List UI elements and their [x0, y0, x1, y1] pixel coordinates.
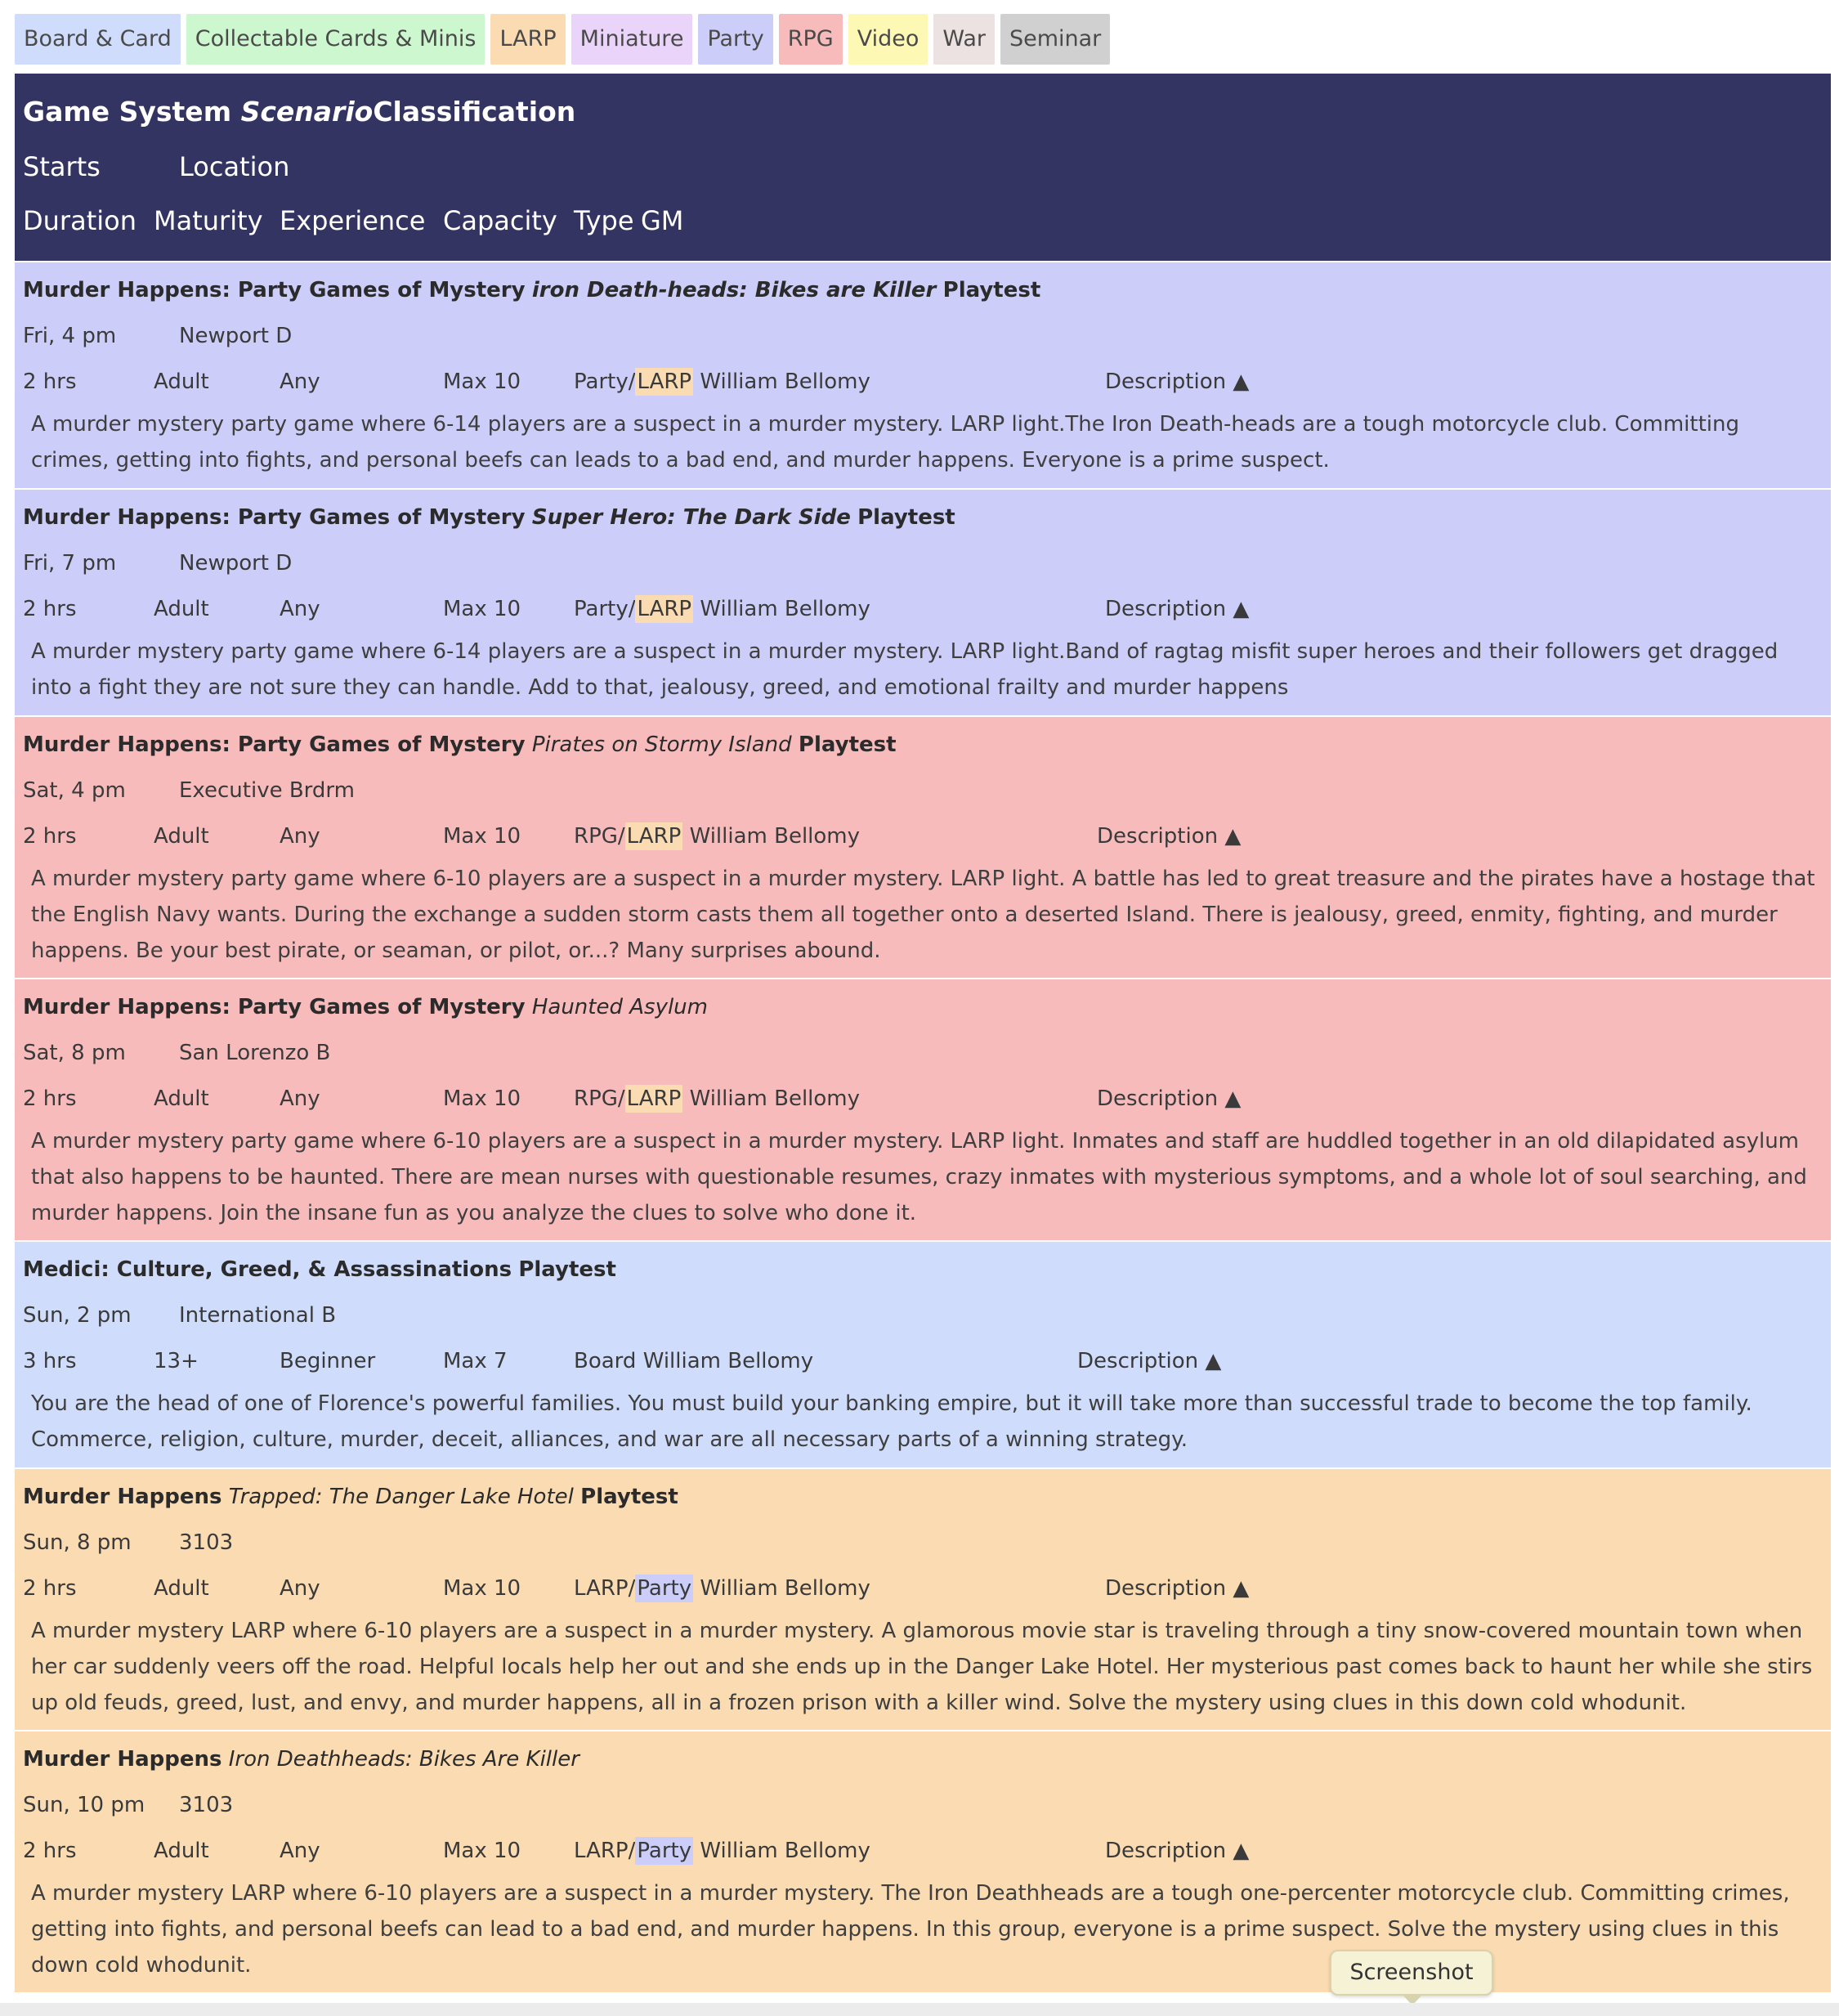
header-gm[interactable]: GM: [641, 205, 684, 236]
event-title: [23, 1481, 678, 1513]
event-location: Newport D: [179, 324, 293, 348]
event-maturity: Adult: [154, 1576, 209, 1601]
event-type: Party/LARP William Bellomy: [574, 370, 870, 394]
event-starts: Sun, 8 pm: [23, 1530, 132, 1555]
filter-chip[interactable]: Collectable Cards & Minis: [186, 14, 485, 65]
filter-chip[interactable]: Video: [848, 14, 928, 65]
event-experience: Beginner: [280, 1349, 376, 1373]
event-scenario: Trapped: The Danger Lake Hotel: [228, 1485, 574, 1509]
header-experience[interactable]: Experience: [280, 205, 426, 236]
event-game-system: Medici: Culture, Greed, & Assassinations: [23, 1257, 512, 1282]
event-game-system: Murder Happens: [23, 1485, 222, 1509]
event-type-secondary: LARP: [626, 824, 682, 849]
header-maturity[interactable]: Maturity: [154, 205, 263, 236]
event-location: Executive Brdrm: [179, 778, 355, 803]
event-duration: 2 hrs: [23, 1839, 77, 1863]
event-game-system: Murder Happens: Party Games of Mystery: [23, 732, 526, 757]
event-game-system: Murder Happens: Party Games of Mystery: [23, 505, 526, 530]
event-title: [23, 991, 708, 1024]
event-row: [15, 1469, 1831, 1732]
event-starts: Fri, 7 pm: [23, 551, 117, 576]
event-row: [15, 262, 1831, 490]
event-experience: Any: [280, 1839, 320, 1863]
filter-chip[interactable]: RPG: [779, 14, 843, 65]
event-title: [23, 1743, 579, 1776]
event-gm: William Bellomy: [700, 1576, 870, 1601]
event-experience: Any: [280, 1576, 320, 1601]
event-type-primary: LARP: [574, 1839, 629, 1863]
event-description: A murder mystery LARP where 6-10 players are a suspect in a murder mystery. The Iron Deathheads are a tough one-percenter motorcycle club. Committing crimes, getting into fights, and personal beefs can lead to a bad end, and murder happens. In this group, everyone is a prime suspect. Solve the mystery using clues in this down cold whodunit.: [31, 1881, 1790, 1978]
header-starts[interactable]: Starts: [23, 151, 101, 182]
event-gm: William Bellomy: [642, 1349, 814, 1373]
event-classification: Playtest: [580, 1485, 678, 1509]
event-type: RPG/LARP William Bellomy: [574, 1086, 861, 1111]
event-starts: Sat, 4 pm: [23, 778, 126, 803]
event-duration: 2 hrs: [23, 824, 77, 849]
event-maturity: Adult: [154, 597, 209, 621]
header-capacity[interactable]: Capacity: [443, 205, 557, 236]
event-duration: 2 hrs: [23, 1086, 77, 1111]
event-type-secondary: LARP: [637, 597, 692, 621]
event-location: 3103: [179, 1793, 234, 1817]
event-maturity: Adult: [154, 1086, 209, 1111]
description-toggle[interactable]: Description ▲: [1105, 597, 1250, 621]
event-type-secondary: LARP: [626, 1086, 682, 1111]
event-description: A murder mystery party game where 6-10 players are a suspect in a murder mystery. LARP light. A battle has led to great treasure and the pirates have a hostage that the English Navy wants. During the exchange a sudden storm casts them all together onto a deserted Island. There is jealousy, greed, enmity, fighting, and murder happens. Be your best pirate, or seaman, or pilot, or...? Many surprises abound.: [31, 867, 1815, 963]
event-title: [23, 501, 955, 534]
schedule-table: [15, 74, 1831, 1994]
event-row: [15, 979, 1831, 1242]
description-toggle[interactable]: Description ▲: [1105, 1576, 1250, 1601]
event-starts: Fri, 4 pm: [23, 324, 117, 348]
event-description: A murder mystery party game where 6-10 players are a suspect in a murder mystery. LARP light. Inmates and staff are huddled together in an old dilapidated asylum that also happens to be haunted. There are mean nurses with questionable resumes, crazy inmates with mysterious symptoms, and a whole lot of soul searching, and murder happens. Join the insane fun as you analyze the clues to solve who done it.: [31, 1129, 1807, 1225]
event-capacity: Max 7: [443, 1349, 508, 1373]
header-classification[interactable]: Classification: [373, 96, 576, 128]
event-title: [23, 1253, 616, 1286]
event-description: A murder mystery party game where 6-14 players are a suspect in a murder mystery. LARP light.Band of ragtag misfit super heroes and their followers get dragged into a fight they are not sure they can handle. Add to that, jealousy, greed, and emotional frailty and murder happens: [31, 639, 1779, 700]
event-location: 3103: [179, 1530, 234, 1555]
event-type-secondary: LARP: [637, 370, 692, 394]
event-classification: Playtest: [798, 732, 897, 757]
event-gm: William Bellomy: [689, 1086, 861, 1111]
event-game-system: Murder Happens: [23, 1747, 222, 1772]
header-duration[interactable]: Duration: [23, 205, 136, 236]
event-capacity: Max 10: [443, 1086, 521, 1111]
event-duration: 2 hrs: [23, 1576, 77, 1601]
header-game-system[interactable]: Game System: [23, 96, 232, 128]
description-toggle[interactable]: Description ▲: [1097, 1086, 1242, 1111]
filter-chip[interactable]: Party: [698, 14, 772, 65]
event-capacity: Max 10: [443, 597, 521, 621]
event-experience: Any: [280, 824, 320, 849]
event-game-system: Murder Happens: Party Games of Mystery: [23, 995, 526, 1019]
event-capacity: Max 10: [443, 1839, 521, 1863]
event-classification: Playtest: [518, 1257, 616, 1282]
event-scenario: Pirates on Stormy Island: [531, 732, 792, 757]
event-scenario: Super Hero: The Dark Side: [531, 505, 851, 530]
event-row: [15, 1242, 1831, 1469]
event-type-primary: RPG: [574, 824, 618, 849]
event-type: Party/LARP William Bellomy: [574, 597, 870, 621]
event-type-primary: RPG: [574, 1086, 618, 1111]
event-location: San Lorenzo B: [179, 1041, 331, 1065]
event-maturity: Adult: [154, 370, 209, 394]
event-description: A murder mystery party game where 6-14 players are a suspect in a murder mystery. LARP light.The Iron Death-heads are a tough motorcycle club. Committing crimes, getting into fights, and personal beefs can leads to a bad end, and murder happens. Everyone is a prime suspect.: [31, 412, 1739, 473]
event-location: Newport D: [179, 551, 293, 576]
event-type: [574, 1345, 813, 1378]
event-type-secondary: Party: [637, 1576, 692, 1601]
event-maturity: Adult: [154, 1839, 209, 1863]
event-gm: William Bellomy: [689, 824, 861, 849]
event-capacity: Max 10: [443, 824, 521, 849]
event-classification: Playtest: [857, 505, 955, 530]
event-type-primary: Party: [574, 597, 629, 621]
event-gm: William Bellomy: [700, 1839, 870, 1863]
event-gm: William Bellomy: [700, 597, 870, 621]
event-duration: 2 hrs: [23, 370, 77, 394]
event-game-system: Murder Happens: Party Games of Mystery: [23, 278, 526, 302]
filter-chip[interactable]: Miniature: [571, 14, 693, 65]
event-row: [15, 490, 1831, 717]
event-title: [23, 274, 1040, 307]
event-description: You are the head of one of Florence's powerful families. You must build your banking empire, but it will take more than successful trade to become the top family. Commerce, religion, culture, murder, deceit, alliances, and war are all necessary parts of a winning strategy.: [31, 1391, 1752, 1452]
event-type-primary: LARP: [574, 1576, 629, 1601]
header-type[interactable]: Type: [574, 205, 634, 236]
event-classification: Playtest: [942, 278, 1041, 302]
filter-chip[interactable]: Seminar: [1000, 14, 1110, 65]
event-maturity: 13+: [154, 1349, 199, 1373]
event-starts: Sun, 2 pm: [23, 1303, 132, 1328]
event-description: A murder mystery LARP where 6-10 players are a suspect in a murder mystery. A glamorous movie star is traveling through a tiny snow-covered mountain town when her car suddenly veers off the road. Helpful locals help her out and she ends up in the Danger Lake Hotel. Her mysterious past comes back to haunt her while she stirs up old feuds, greed, lust, and envy, and murder happens, all in a frozen prison with a killer wind. Solve the mystery using clues in this down cold whodunit.: [31, 1619, 1813, 1715]
description-toggle[interactable]: Description ▲: [1097, 824, 1242, 849]
event-experience: Any: [280, 1086, 320, 1111]
header-row-title: [23, 92, 575, 132]
event-duration: 2 hrs: [23, 597, 77, 621]
filter-chip[interactable]: LARP: [490, 14, 565, 65]
event-row: [15, 717, 1831, 979]
event-type: RPG/LARP William Bellomy: [574, 824, 861, 849]
event-row: [15, 1732, 1831, 1994]
dock-strip: [0, 2003, 1839, 2016]
event-starts: Sun, 10 pm: [23, 1793, 145, 1817]
header-location[interactable]: Location: [179, 151, 290, 182]
event-type-primary: Board: [574, 1349, 637, 1373]
event-location: International B: [179, 1303, 337, 1328]
event-title: [23, 728, 897, 761]
category-filter-bar: [15, 14, 1110, 65]
filter-chip[interactable]: Board & Card: [15, 14, 181, 65]
description-toggle[interactable]: Description ▲: [1105, 1839, 1250, 1863]
screenshot-tooltip: Screenshot: [1330, 1950, 1493, 1996]
header-scenario[interactable]: Scenario: [240, 96, 374, 128]
event-experience: Any: [280, 597, 320, 621]
event-list: [15, 262, 1831, 1994]
event-type: LARP/Party William Bellomy: [574, 1839, 870, 1863]
event-scenario: Iron Deathheads: Bikes Are Killer: [228, 1747, 579, 1772]
event-scenario: Haunted Asylum: [531, 995, 708, 1019]
event-type-secondary: Party: [637, 1839, 692, 1863]
event-starts: Sat, 8 pm: [23, 1041, 126, 1065]
event-type: LARP/Party William Bellomy: [574, 1576, 870, 1601]
event-experience: Any: [280, 370, 320, 394]
table-header: [15, 74, 1831, 262]
description-toggle[interactable]: Description ▲: [1077, 1349, 1222, 1373]
description-toggle[interactable]: Description ▲: [1105, 370, 1250, 394]
event-maturity: Adult: [154, 824, 209, 849]
filter-chip[interactable]: War: [933, 14, 995, 65]
event-scenario: iron Death-heads: Bikes are Killer: [531, 278, 937, 302]
event-gm: William Bellomy: [700, 370, 870, 394]
event-duration: 3 hrs: [23, 1349, 77, 1373]
event-capacity: Max 10: [443, 370, 521, 394]
event-capacity: Max 10: [443, 1576, 521, 1601]
event-type-primary: Party: [574, 370, 629, 394]
